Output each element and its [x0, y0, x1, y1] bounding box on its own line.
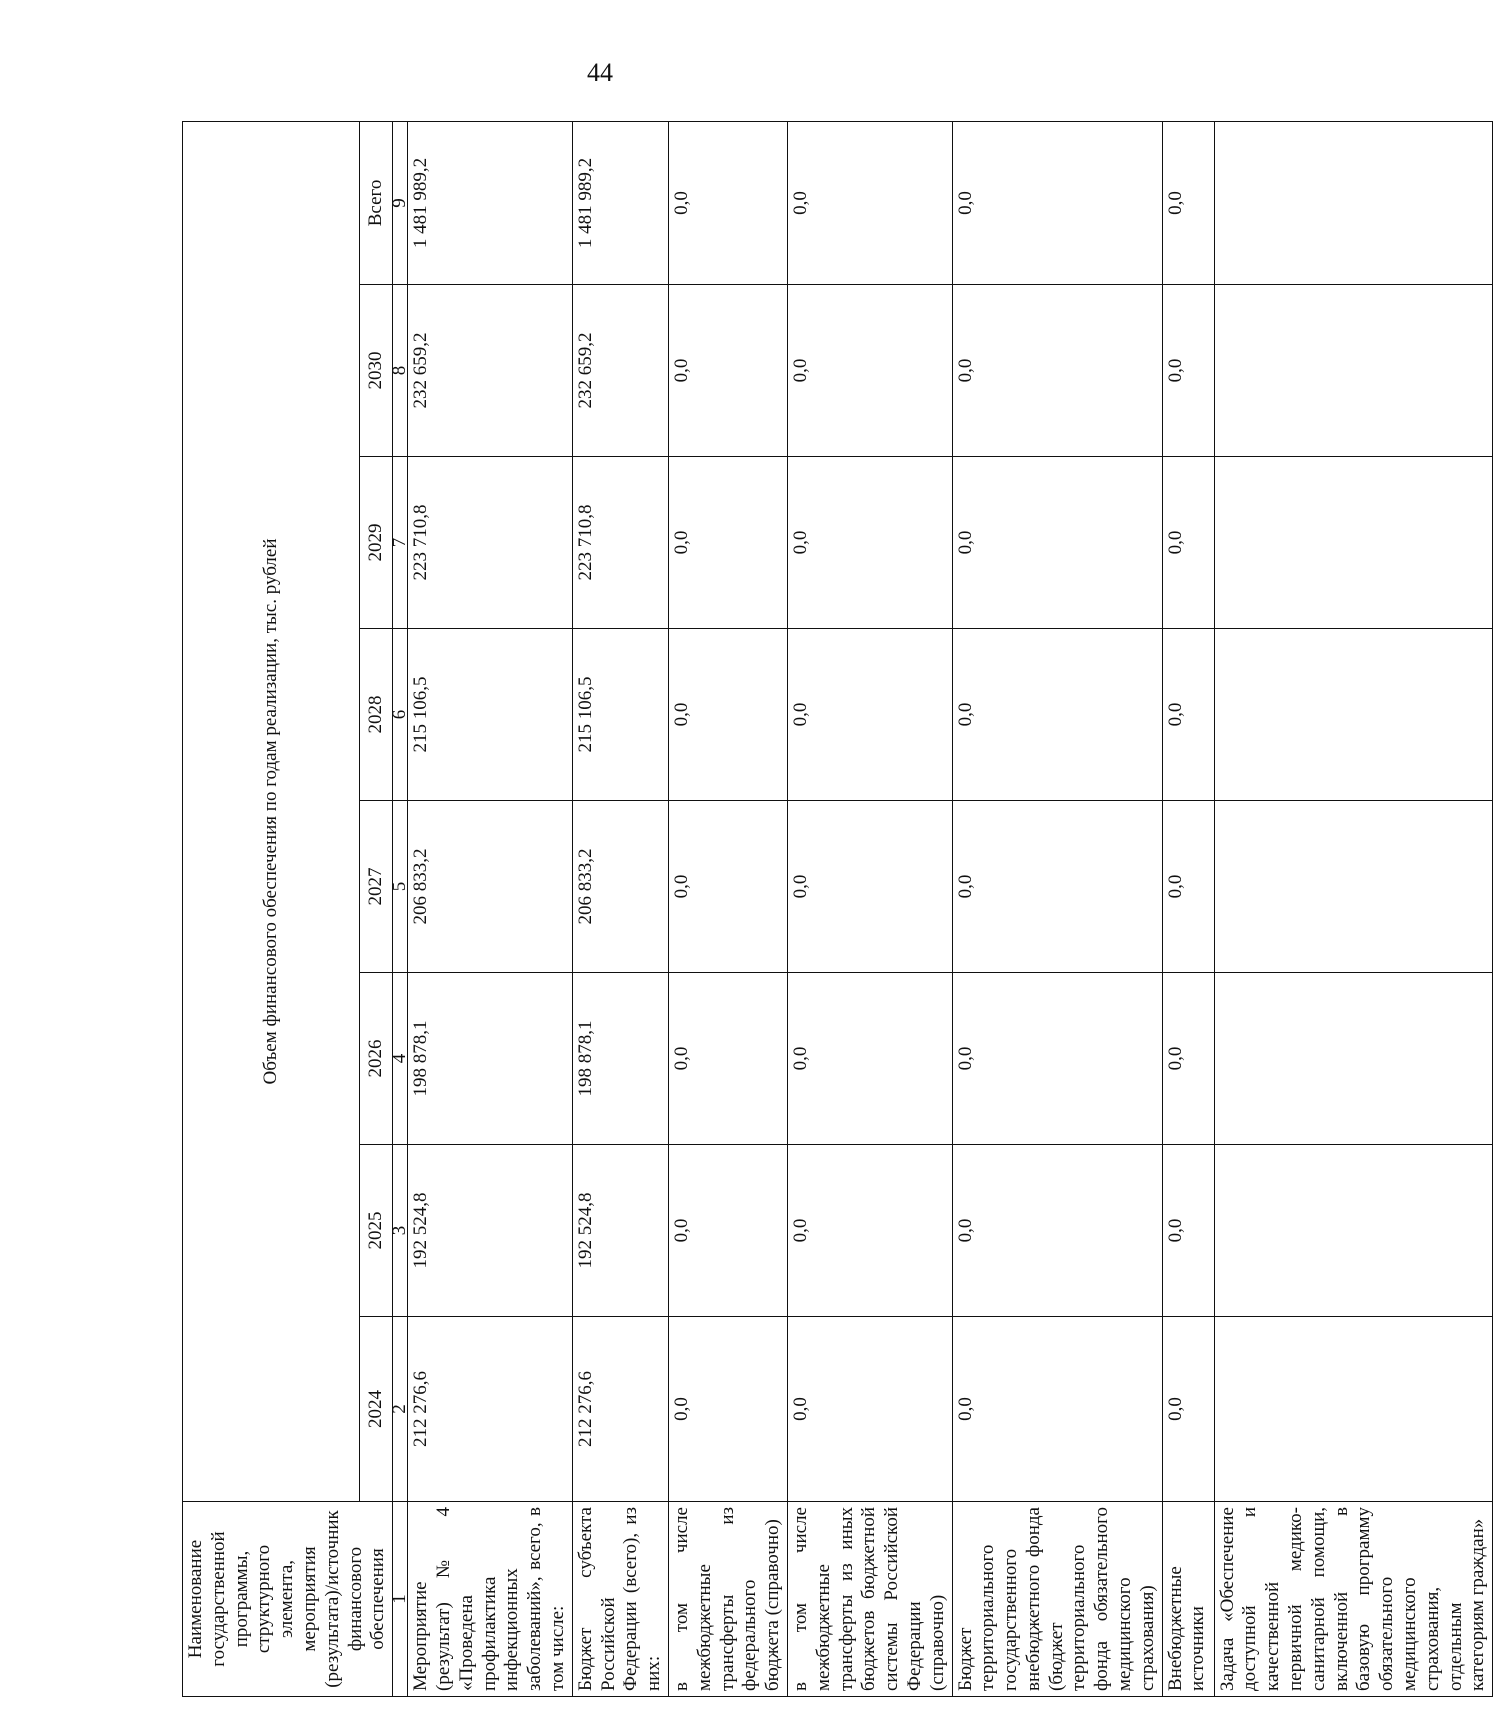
year-header: 2028 [360, 629, 393, 801]
year-header: 2030 [360, 285, 393, 457]
value-cell [1214, 629, 1493, 801]
value-cell: 215 106,5 [572, 629, 668, 801]
total-cell: 0,0 [952, 121, 1162, 284]
value-cell: 232 659,2 [572, 285, 668, 457]
value-cell: 206 833,2 [408, 801, 573, 973]
value-cell: 0,0 [1162, 1317, 1214, 1502]
value-cell: 0,0 [952, 973, 1162, 1145]
value-cell: 0,0 [952, 285, 1162, 457]
value-cell: 0,0 [668, 629, 787, 801]
table-row [408, 121, 573, 1696]
column-number: 9 [393, 121, 408, 284]
value-cell: 0,0 [787, 801, 952, 973]
value-cell: 0,0 [1162, 629, 1214, 801]
column-number: 2 [393, 1317, 408, 1502]
value-cell: 0,0 [787, 1145, 952, 1317]
value-cell: 223 710,8 [572, 457, 668, 629]
value-cell: 198 878,1 [408, 973, 573, 1145]
value-cell [1214, 801, 1493, 973]
value-cell [1214, 1317, 1493, 1502]
value-cell: 206 833,2 [572, 801, 668, 973]
value-cell: 0,0 [1162, 973, 1214, 1145]
total-cell: 0,0 [668, 121, 787, 284]
value-cell: 0,0 [1162, 801, 1214, 973]
year-header: 2024 [360, 1317, 393, 1502]
year-header: 2025 [360, 1145, 393, 1317]
row-name: в том числе межбюджетные трансферты из федерального бюджета (справочно) [668, 1502, 787, 1697]
row-name: Внебюджетные источники [1162, 1502, 1214, 1697]
column-number: 6 [393, 629, 408, 801]
value-cell: 212 276,6 [572, 1317, 668, 1502]
value-cell: 232 659,2 [408, 285, 573, 457]
value-cell: 0,0 [952, 629, 1162, 801]
financing-table [182, 121, 1493, 1697]
total-cell: 0,0 [1162, 121, 1214, 284]
value-cell [1214, 973, 1493, 1145]
column-number: 1 [393, 1502, 408, 1697]
year-header: 2027 [360, 801, 393, 973]
value-cell [1214, 1145, 1493, 1317]
value-cell: 192 524,8 [408, 1145, 573, 1317]
rotated-table-wrapper [182, 122, 1489, 1697]
value-cell: 212 276,6 [408, 1317, 573, 1502]
column-number: 8 [393, 285, 408, 457]
value-cell: 0,0 [668, 285, 787, 457]
value-cell [1214, 285, 1493, 457]
value-cell: 0,0 [668, 1145, 787, 1317]
value-cell: 223 710,8 [408, 457, 573, 629]
column-number: 3 [393, 1145, 408, 1317]
row-name: Бюджет территориального государственного внебюджетного фонда (бюджет территориального фонда обязательного медицинского страхования) [952, 1502, 1162, 1697]
table-row [572, 121, 668, 1696]
total-cell: 1 481 989,2 [572, 121, 668, 284]
row-name: Мероприятие (результат) № 4 «Проведена профилактика инфекционных заболеваний», всего, в том числе: [408, 1502, 573, 1697]
value-cell: 0,0 [952, 1317, 1162, 1502]
value-cell: 0,0 [668, 801, 787, 973]
row-name: Бюджет субъекта Российской Федерации (всего), из них: [572, 1502, 668, 1697]
value-cell: 0,0 [952, 801, 1162, 973]
value-cell: 0,0 [787, 629, 952, 801]
table-row [668, 121, 787, 1696]
row-name: в том числе межбюджетные трансферты из иных бюджетов бюджетной системы Российской Федерации (справочно) [787, 1502, 952, 1697]
total-cell: 0,0 [787, 121, 952, 284]
table-row [1214, 121, 1493, 1696]
total-header: Всего [360, 121, 393, 284]
value-cell: 0,0 [668, 457, 787, 629]
value-cell: 0,0 [668, 1317, 787, 1502]
value-cell [1214, 457, 1493, 629]
column-number: 4 [393, 973, 408, 1145]
value-cell: 0,0 [787, 973, 952, 1145]
table-row [1162, 121, 1214, 1696]
header-volume-cell: Объем финансового обеспечения по годам реализации, тыс. рублей [183, 121, 360, 1501]
value-cell: 0,0 [952, 457, 1162, 629]
year-header: 2026 [360, 973, 393, 1145]
value-cell: 215 106,5 [408, 629, 573, 801]
table-row [952, 121, 1162, 1696]
value-cell: 0,0 [787, 457, 952, 629]
value-cell: 0,0 [787, 1317, 952, 1502]
total-cell: 1 481 989,2 [408, 121, 573, 284]
page-number: 44 [587, 58, 613, 87]
value-cell: 0,0 [1162, 457, 1214, 629]
row-name: Задача «Обеспечение доступной и качественной первичной медико-санитарной помощи, включенной в базовую программу обязательного медицинского страхования, отдельным категориям граждан» [1214, 1502, 1493, 1697]
column-number: 7 [393, 457, 408, 629]
table-row [787, 121, 952, 1696]
value-cell: 0,0 [952, 1145, 1162, 1317]
value-cell: 198 878,1 [572, 973, 668, 1145]
total-cell [1214, 121, 1493, 284]
year-header: 2029 [360, 457, 393, 629]
value-cell: 0,0 [787, 285, 952, 457]
column-number: 5 [393, 801, 408, 973]
value-cell: 192 524,8 [572, 1145, 668, 1317]
value-cell: 0,0 [1162, 1145, 1214, 1317]
value-cell: 0,0 [1162, 285, 1214, 457]
header-name-cell: Наименование государственной программы, структурного элемента, мероприятия (результата)/источник финансового обеспечения [183, 1502, 393, 1697]
value-cell: 0,0 [668, 973, 787, 1145]
